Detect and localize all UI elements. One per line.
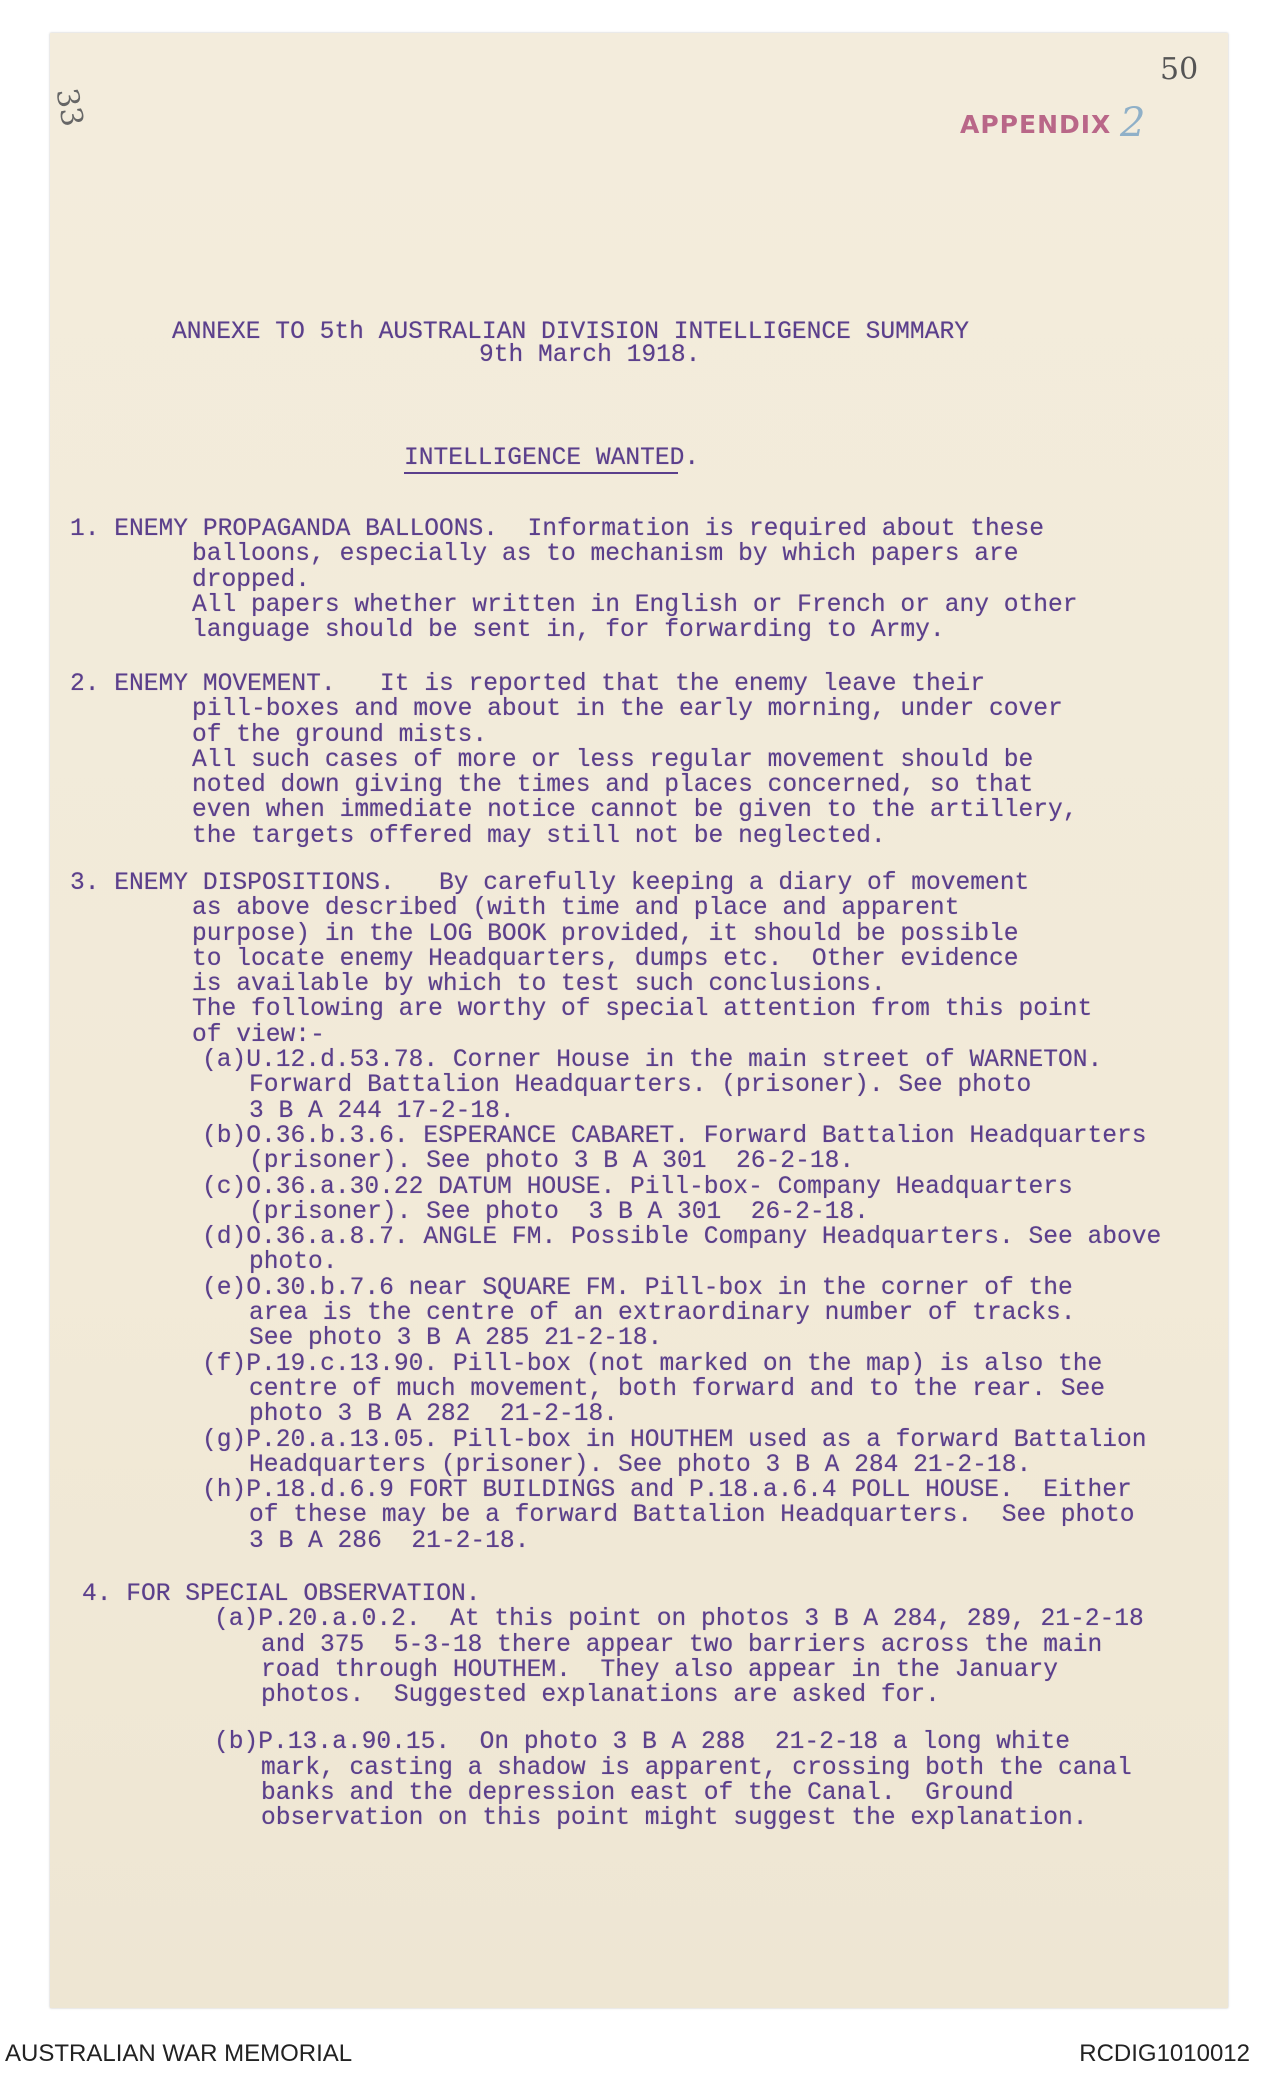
item-text-line: of view:- [192, 1021, 325, 1049]
footer-institution: AUSTRALIAN WAR MEMORIAL [5, 2040, 353, 2067]
subitem-text-line: photos. Suggested explanations are asked for. [261, 1682, 940, 1710]
item-heading-line: 1. ENEMY PROPAGANDA BALLOONS. Information is required about these [70, 516, 1045, 543]
subitem-text-line: photo 3 B A 282 21-2-18. [249, 1401, 618, 1429]
subitem-text-line: centre of much movement, both forward and to the rear. See [249, 1375, 1106, 1403]
item-text-line: All papers whether written in English or French or any other [192, 591, 1078, 619]
item-text-line: All such cases of more or less regular movement should be [192, 746, 1034, 774]
item-text-line: pill-boxes and move about in the early morning, under cover [192, 696, 1063, 724]
subitem-text-line: (prisoner). See photo 3 B A 301 26-2-18. [249, 1148, 855, 1176]
subitem-text-line: 3 B A 244 17-2-18. [249, 1097, 515, 1125]
item-heading-line: 3. ENEMY DISPOSITIONS. By carefully keeping a diary of movement [70, 870, 1030, 897]
item-text-line: noted down giving the times and places concerned, so that [192, 772, 1034, 800]
subitem-heading-line: (g)P.20.a.13.05. Pill-box in HOUTHEM used as a forward Battalion [202, 1426, 1147, 1454]
subitem-text-line: road through HOUTHEM. They also appear in the January [261, 1656, 1058, 1684]
appendix-stamp: APPENDIX [960, 110, 1112, 139]
subitem-text-line: Headquarters (prisoner). See photo 3 B A 284 21-2-18. [249, 1451, 1032, 1479]
subitem-text-line: banks and the depression east of the Canal. Ground [261, 1780, 1014, 1808]
item-text-line: is available by which to test such conclusions. [192, 971, 886, 999]
item-text-line: the targets offered may still not be neglected. [192, 822, 886, 850]
subitem-heading-line: (d)O.36.a.8.7. ANGLE FM. Possible Company Headquarters. See above [202, 1224, 1162, 1252]
subitem-text-line: (prisoner). See photo 3 B A 301 26-2-18. [249, 1198, 869, 1226]
section-title: INTELLIGENCE WANTED. [404, 445, 700, 472]
subitem-text-line: area is the centre of an extraordinary number of tracks. [249, 1300, 1076, 1328]
subitem-text-line: Forward Battalion Headquarters. (prisoner). See photo [249, 1072, 1032, 1100]
subitem-text-line: photo. [249, 1249, 338, 1277]
item-heading-line: 2. ENEMY MOVEMENT. It is reported that the enemy leave their [70, 671, 986, 698]
document-date: 9th March 1918. [479, 342, 701, 369]
item-text-line: purpose) in the LOG BOOK provided, it should be possible [192, 920, 1019, 948]
item-3 [70, 871, 1161, 1554]
subitem-text-line: observation on this point might suggest the explanation. [261, 1805, 1088, 1833]
subitem-text-line: 3 B A 286 21-2-18. [249, 1527, 530, 1555]
folio-mark: 33 [48, 85, 90, 130]
item-text-line: dropped. [192, 566, 311, 594]
section-title-underline [404, 472, 678, 474]
subitem-heading-line: (b)P.13.a.90.15. On photo 3 B A 288 21-2-18 a long white [214, 1729, 1071, 1757]
subitem-text-line: and 375 5-3-18 there appear two barriers across the main [261, 1631, 1103, 1659]
subitem-heading-line: (e)O.30.b.7.6 near SQUARE FM. Pill-box in the corner of the [202, 1274, 1073, 1302]
item-text-line: even when immediate notice cannot be given to the artillery, [192, 797, 1078, 825]
item-4 [82, 1582, 1144, 1832]
item-heading-line: 4. FOR SPECIAL OBSERVATION. [82, 1581, 481, 1608]
footer-reference: RCDIG1010012 [1079, 2040, 1250, 2067]
item-text-line: language should be sent in, for forwarding to Army. [192, 617, 945, 645]
subitem-text-line: of these may be a forward Battalion Headquarters. See photo [249, 1502, 1135, 1530]
item-text-line: to locate enemy Headquarters, dumps etc. Other evidence [192, 945, 1019, 973]
subitem-heading-line: (h)P.18.d.6.9 FORT BUILDINGS and P.18.a.6.4 POLL HOUSE. Either [202, 1477, 1132, 1505]
item-text-line: as above described (with time and place and apparent [192, 895, 960, 923]
page-number: 50 [1160, 52, 1199, 87]
subitem-heading-line: (f)P.19.c.13.90. Pill-box (not marked on the map) is also the [202, 1350, 1103, 1378]
subitem-text-line: See photo 3 B A 285 21-2-18. [249, 1325, 663, 1353]
subitem-heading-line: (c)O.36.a.30.22 DATUM HOUSE. Pill-box- Company Headquarters [202, 1173, 1073, 1201]
subitem-heading-line: (a)P.20.a.0.2. At this point on photos 3 B A 284, 289, 21-2-18 [214, 1606, 1144, 1634]
item-text-line: balloons, especially as to mechanism by which papers are [192, 541, 1019, 569]
document-title: ANNEXE TO 5th AUSTRALIAN DIVISION INTELLIGENCE SUMMARY [172, 319, 969, 346]
subitem-heading-line: (b)O.36.b.3.6. ESPERANCE CABARET. Forward Battalion Headquarters [202, 1122, 1147, 1150]
subitem-heading-line: (a)U.12.d.53.78. Corner House in the main street of WARNETON. [202, 1047, 1103, 1075]
item-1 [70, 517, 1078, 643]
item-text-line: The following are worthy of special attention from this point [192, 996, 1093, 1024]
item-text-line: of the ground mists. [192, 721, 488, 749]
subitem-text-line: mark, casting a shadow is apparent, crossing both the canal [261, 1754, 1132, 1782]
appendix-number: 2 [1120, 100, 1146, 146]
item-2 [70, 672, 1078, 849]
